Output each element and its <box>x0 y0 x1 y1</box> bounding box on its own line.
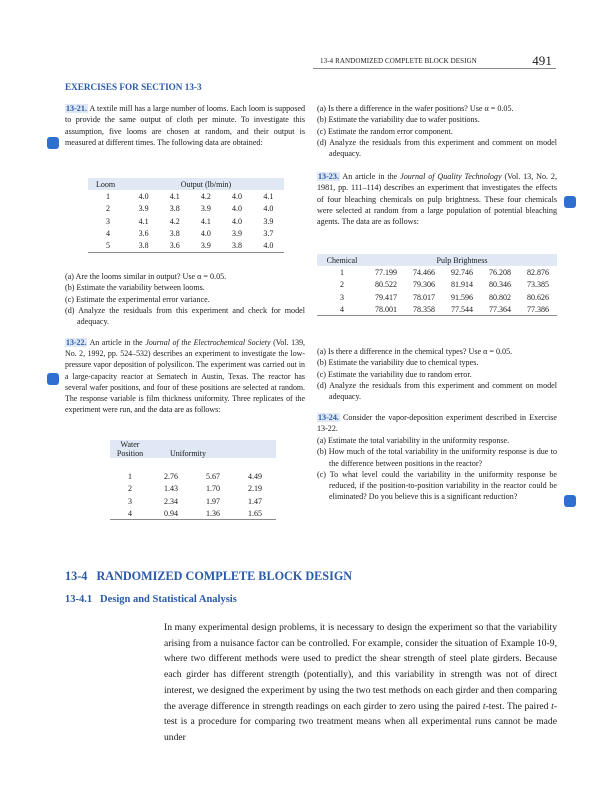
cell: 78.001 <box>375 304 397 314</box>
journal-title: Journal of the Electrochemical Society <box>145 338 271 347</box>
exercise-13-22 <box>65 337 305 415</box>
exercise-intro: (Vol. 13, No. 2, 1981, pp. 111–114) describes an experiment that investigates the effects of four bleaching chemicals on pulp brightness. These four chemicals were selected at random from a large population of potential bleaching agents. The data are as follows: <box>317 172 557 227</box>
cell: 80.346 <box>489 280 511 290</box>
exercise-13-22-parts <box>317 103 557 159</box>
cell: 1.70 <box>205 484 220 494</box>
part-b: (b) How much of the total variability in the uniformity response is due to the difference between positions in the reactor? <box>317 447 557 468</box>
table-row <box>317 291 557 303</box>
exercise-13-23 <box>317 171 557 227</box>
table-row <box>88 190 284 202</box>
section-heading: 13-4 RANDOMIZED COMPLETE BLOCK DESIGN <box>65 569 353 583</box>
margin-tab-icon <box>564 196 576 208</box>
cell: 3.8 <box>138 241 149 251</box>
col-header-output: Output (lb/min) <box>128 178 284 190</box>
cell: 3 <box>128 496 132 506</box>
part-b: (b) Estimate the variability due to wafer positions. <box>317 115 480 125</box>
col-header-brightness: Pulp Brightness <box>367 254 557 266</box>
cell: 77.199 <box>375 267 397 277</box>
cell: 1 <box>340 267 344 277</box>
table-row <box>88 215 284 227</box>
cell: 80.626 <box>527 292 549 302</box>
cell: 2 <box>340 280 344 290</box>
cell: 73.385 <box>527 280 549 290</box>
cell: 1.43 <box>163 484 178 494</box>
cell: 4.1 <box>200 216 211 226</box>
subsection-heading: 13-4.1 Design and Statistical Analysis <box>65 594 237 605</box>
cell: 4 <box>106 228 110 238</box>
cell: 4.1 <box>263 191 274 201</box>
table-row <box>88 239 284 252</box>
italic-t: t <box>551 700 554 712</box>
cell: 92.746 <box>451 267 473 277</box>
cell: 2 <box>106 204 110 214</box>
cell: 4.0 <box>200 228 211 238</box>
journal-title: Journal of Quality Technology <box>400 172 502 181</box>
table-row <box>110 507 276 520</box>
cell: 2.34 <box>163 496 178 506</box>
part-d: (d) Analyze the residuals from this experiment and comment on model adequacy. <box>317 137 557 159</box>
part-b: (b) Estimate the variability between looms. <box>65 283 205 293</box>
part-d: (d) Analyze the residuals from this experiment and comment on model adequacy. <box>317 380 557 402</box>
margin-tab-icon <box>47 137 59 149</box>
part-a: (a) Estimate the total variability in the uniformity response. <box>317 436 510 445</box>
exercise-13-21-parts <box>65 271 305 327</box>
cell: 4.0 <box>232 216 243 226</box>
exercise-13-23-parts <box>317 346 557 402</box>
part-c: (c) Estimate the random error component. <box>317 126 453 136</box>
cell: 1 <box>128 471 132 481</box>
cell: 77.386 <box>527 304 549 314</box>
pulp-brightness-table <box>317 254 557 316</box>
cell: 82.876 <box>527 267 549 277</box>
cell: 3.9 <box>263 216 274 226</box>
col-header-water <box>110 440 150 458</box>
cell: 3 <box>106 216 110 226</box>
cell: 80.802 <box>489 292 511 302</box>
cell: 4.49 <box>247 471 262 481</box>
cell: 79.417 <box>375 292 397 302</box>
exercise-number: 13-23. <box>318 172 339 181</box>
cell: 4.0 <box>263 204 274 214</box>
cell: 3.8 <box>169 228 180 238</box>
col-header-chemical: Chemical <box>317 254 367 266</box>
cell: 3.8 <box>232 241 243 251</box>
cell: 4.1 <box>169 191 180 201</box>
wafer-table <box>110 440 276 520</box>
cell: 5.67 <box>205 471 220 481</box>
cell: 4.1 <box>138 216 149 226</box>
cell: 78.358 <box>413 304 435 314</box>
cell: 2.76 <box>163 471 178 481</box>
header-rule <box>313 68 556 69</box>
cell: 4 <box>340 304 344 314</box>
exercise-number: 13-21. <box>66 104 87 113</box>
exercises-heading: EXERCISES FOR SECTION 13-3 <box>65 82 202 92</box>
table-row <box>317 279 557 291</box>
cell: 3.7 <box>263 228 274 238</box>
cell: 74.466 <box>413 267 435 277</box>
part-d: (d) Analyze the residuals from this experiment and check for model adequacy. <box>65 305 305 327</box>
cell: 0.94 <box>163 508 178 518</box>
cell: 1.47 <box>247 496 262 506</box>
table-row <box>110 470 276 482</box>
cell: 4.2 <box>200 191 211 201</box>
section-body <box>164 620 557 746</box>
table-row <box>317 303 557 316</box>
cell: 3 <box>340 292 344 302</box>
cell: 91.596 <box>451 292 473 302</box>
exercise-number: 13-24. <box>318 413 339 422</box>
cell: 1 <box>106 191 110 201</box>
col-header-line: Water <box>120 440 140 449</box>
cell: 3.9 <box>200 241 211 251</box>
cell: 77.544 <box>451 304 473 314</box>
table-row <box>110 495 276 507</box>
exercise-intro: An article in the <box>342 172 401 181</box>
cell: 77.364 <box>489 304 511 314</box>
table-row <box>88 203 284 215</box>
exercise-13-24 <box>317 412 557 435</box>
cell: 80.522 <box>375 280 397 290</box>
part-b: (b) Estimate the variability due to chemical types. <box>317 358 479 368</box>
cell: 4.0 <box>138 191 149 201</box>
exercise-intro: Consider the vapor-deposition experiment described in Exercise 13-22. <box>317 413 557 434</box>
cell: 5 <box>106 241 110 251</box>
running-head <box>320 53 552 68</box>
part-a: (a) Is there a difference in the wafer positions? Use α = 0.05. <box>317 104 514 113</box>
cell: 1.65 <box>247 508 262 518</box>
exercise-13-21 <box>65 103 305 148</box>
cell: 76.208 <box>489 267 511 277</box>
cell: 4 <box>128 508 132 518</box>
cell: 3.9 <box>232 228 243 238</box>
cell: 81.914 <box>451 280 473 290</box>
exercise-intro: An article in the <box>89 338 146 347</box>
exercise-intro: (Vol. 139, No. 2, 1992, pp. 524–532) describes an experiment to investigate the low-pressure vapor deposition of polysilicon. The experiment was carried out in a large-capacity reactor at Sematech in Austin, Texas. The reactor has several wafer positions, and four of these positions are selected at random. The response variable is film thickness uniformity. Three replicates of the experiment were run, and the data are as follows: <box>65 338 305 415</box>
table-row <box>88 227 284 239</box>
cell: 3.8 <box>169 204 180 214</box>
table-row <box>317 266 557 278</box>
cell: 4.0 <box>232 204 243 214</box>
col-header-loom: Loom <box>88 178 128 190</box>
exercise-13-24-parts <box>317 435 557 503</box>
body-text: -test is a procedure for comparing two treatment means when all experimental runs cannot be made under <box>164 700 558 743</box>
cell: 78.017 <box>413 292 435 302</box>
col-header-line: Position <box>116 449 144 458</box>
cell: 4.2 <box>169 216 180 226</box>
cell: 1.97 <box>205 496 220 506</box>
cell: 4.0 <box>232 191 243 201</box>
cell: 2 <box>128 484 132 494</box>
cell: 3.9 <box>200 204 211 214</box>
part-a: (a) Are the looms similar in output? Use α = 0.05. <box>65 272 227 281</box>
italic-t: t <box>482 700 486 712</box>
cell: 3.6 <box>169 241 180 251</box>
cell: 3.6 <box>138 228 149 238</box>
body-text: -test. The paired <box>485 700 552 712</box>
table-row <box>110 483 276 495</box>
part-a: (a) Is there a difference in the chemical types? Use α = 0.05. <box>317 347 513 356</box>
margin-tab-icon <box>47 373 59 385</box>
page-number: 491 <box>532 53 552 68</box>
exercise-number: 13-22. <box>66 338 87 347</box>
loom-table <box>88 178 284 253</box>
part-c: (c) To what level could the variability in the uniformity response be reduced, if the position-to-position variability in the reactor could be eliminated? Do you believe this is a significant reduction? <box>317 469 557 502</box>
running-title: 13-4 RANDOMIZED COMPLETE BLOCK DESIGN <box>320 57 477 65</box>
cell: 1.36 <box>205 508 220 518</box>
part-c: (c) Estimate the experimental error variance. <box>65 294 210 304</box>
exercise-intro: A textile mill has a large number of looms. Each loom is supposed to provide the same output of cloth per minute. To investigate this assumption, five looms are chosen at random, and their output is measured at different times. The following data are obtained: <box>65 104 305 147</box>
cell: 79.306 <box>413 280 435 290</box>
cell: 4.0 <box>263 241 274 251</box>
cell: 2.19 <box>247 484 262 494</box>
cell: 3.9 <box>138 204 149 214</box>
col-header-uniformity: Uniformity <box>150 440 276 458</box>
margin-tab-icon <box>564 495 576 507</box>
part-c: (c) Estimate the variability due to random error. <box>317 369 472 379</box>
body-text: In many experimental design problems, it is necessary to design the experiment so that the variability arising from a nuisance factor can be controlled. For example, consider the situation of Example 10-9, where two different methods were used to predict the shear strength of steel plate girders. Because each girder has different strength (potentially), and this variability in strength was not of direct interest, we designed the experiment by using the two test methods on each girder and then comparing the average difference in strength readings on each girder to zero using the paired <box>164 622 557 712</box>
